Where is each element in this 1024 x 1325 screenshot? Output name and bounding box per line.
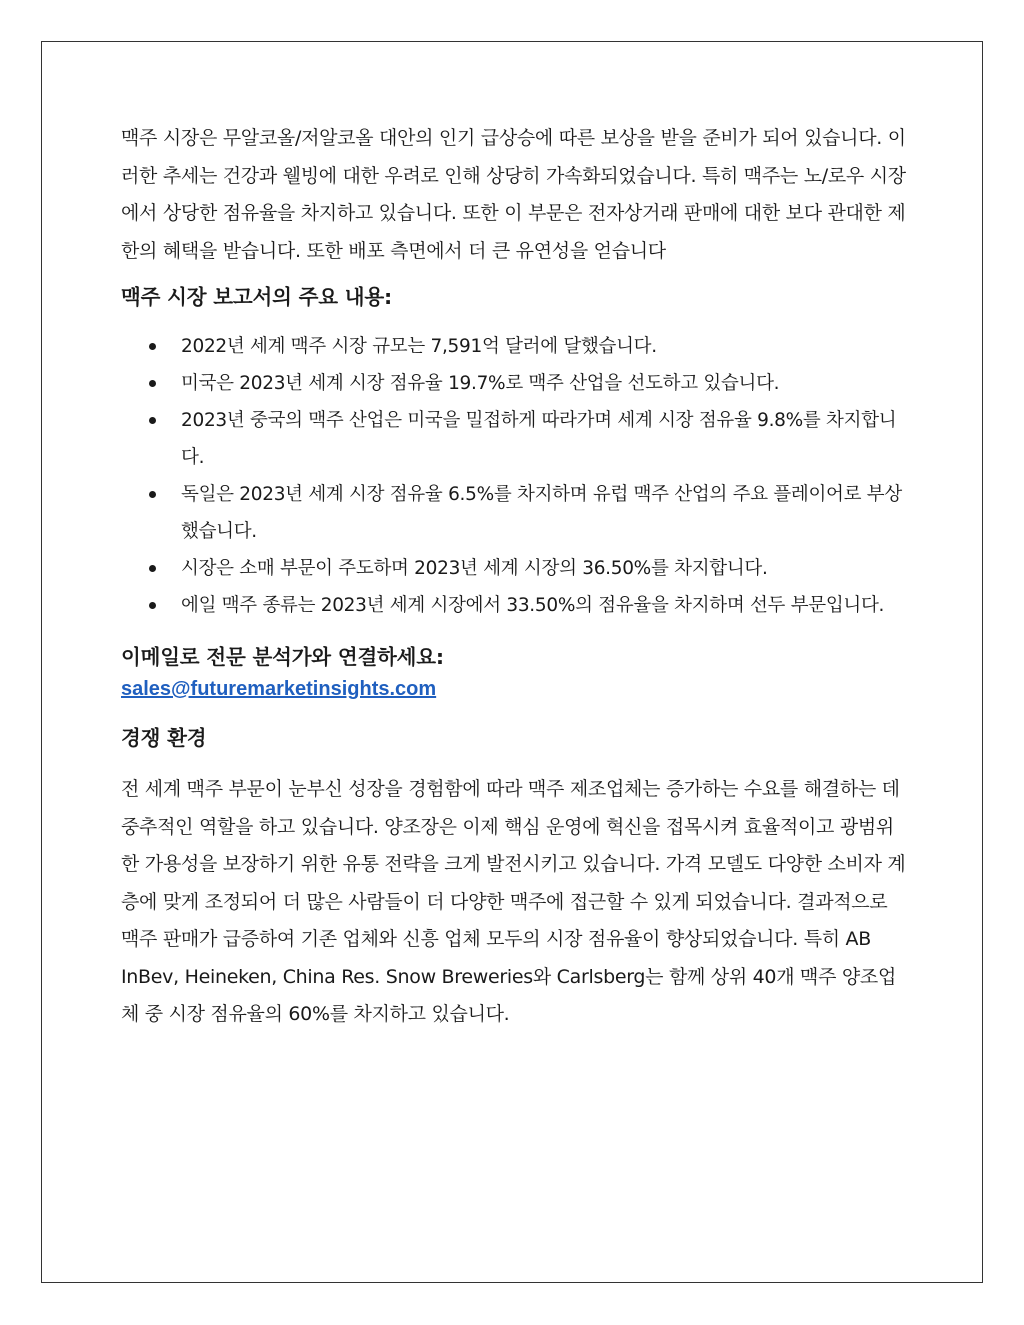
document-body [121, 120, 911, 1034]
bullet-icon [149, 491, 156, 498]
list-item [121, 328, 911, 365]
email-heading: 이메일로 전문 분석가와 연결하세요: [121, 645, 444, 669]
list-item [121, 550, 911, 587]
competition-paragraph: 전 세계 맥주 부문이 눈부신 성장을 경험함에 따라 맥주 제조업체는 증가하는 수요를 해결하는 데 중추적인 역할을 하고 있습니다. 양조장은 이제 핵심 운영에 혁신을 접목시켜 효율적이고 광범위한 가용성을 보장하기 위한 유통 전략을 크게 발전시키고 있습니다. 가격 모델도 다양한 소비자 계층에 맞게 조정되어 더 많은 사람들이 더 다양한 맥주에 접근할 수 있게 되었습니다. 결과적으로 맥주 판매가 급증하여 기존 업체와 신흥 업체 모두의 시장 점유율이 향상되었습니다. 특히 AB InBev, Heineken, China Res. Snow Breweries와 Carlsberg는 함께 상위 40개 맥주 양조업체 중 시장 점유율의 60%를 차지하고 있습니다. [121, 778, 906, 1025]
bullet-icon [149, 343, 156, 350]
bullet-icon [149, 417, 156, 424]
bullet-icon [149, 602, 156, 609]
list-item [121, 402, 911, 476]
list-item-text: 독일은 2023년 세계 시장 점유율 6.5%를 차지하며 유럽 맥주 산업의 주요 플레이어로 부상했습니다. [181, 484, 902, 542]
list-item [121, 365, 911, 402]
highlights-list [121, 328, 911, 624]
intro-paragraph: 맥주 시장은 무알코올/저알코올 대안의 인기 급상승에 따른 보상을 받을 준비가 되어 있습니다. 이러한 추세는 건강과 웰빙에 대한 우려로 인해 상당히 가속화되었습니다. 특히 맥주는 노/로우 시장에서 상당한 점유율을 차지하고 있습니다. 또한 이 부문은 전자상거래 판매에 대한 보다 관대한 제한의 혜택을 받습니다. 또한 배포 측면에서 더 큰 유연성을 얻습니다 [121, 127, 906, 262]
bullet-icon [149, 565, 156, 572]
list-item [121, 476, 911, 550]
list-item [121, 587, 911, 624]
bullet-icon [149, 380, 156, 387]
list-item-text: 2022년 세계 맥주 시장 규모는 7,591억 달러에 달했습니다. [181, 336, 657, 357]
competition-heading: 경쟁 환경 [121, 726, 207, 750]
list-item-text: 미국은 2023년 세계 시장 점유율 19.7%로 맥주 산업을 선도하고 있습니다. [181, 373, 780, 394]
list-item-text: 에일 맥주 종류는 2023년 세계 시장에서 33.50%의 점유율을 차지하며 선두 부문입니다. [181, 595, 885, 616]
list-item-text: 시장은 소매 부문이 주도하며 2023년 세계 시장의 36.50%를 차지합니다. [181, 558, 768, 579]
key-highlights-heading: 맥주 시장 보고서의 주요 내용: [121, 285, 392, 309]
email-link[interactable]: sales@futuremarketinsights.com [121, 678, 437, 700]
list-item-text: 2023년 중국의 맥주 산업은 미국을 밀접하게 따라가며 세계 시장 점유율 9.8%를 차지합니다. [181, 410, 897, 468]
